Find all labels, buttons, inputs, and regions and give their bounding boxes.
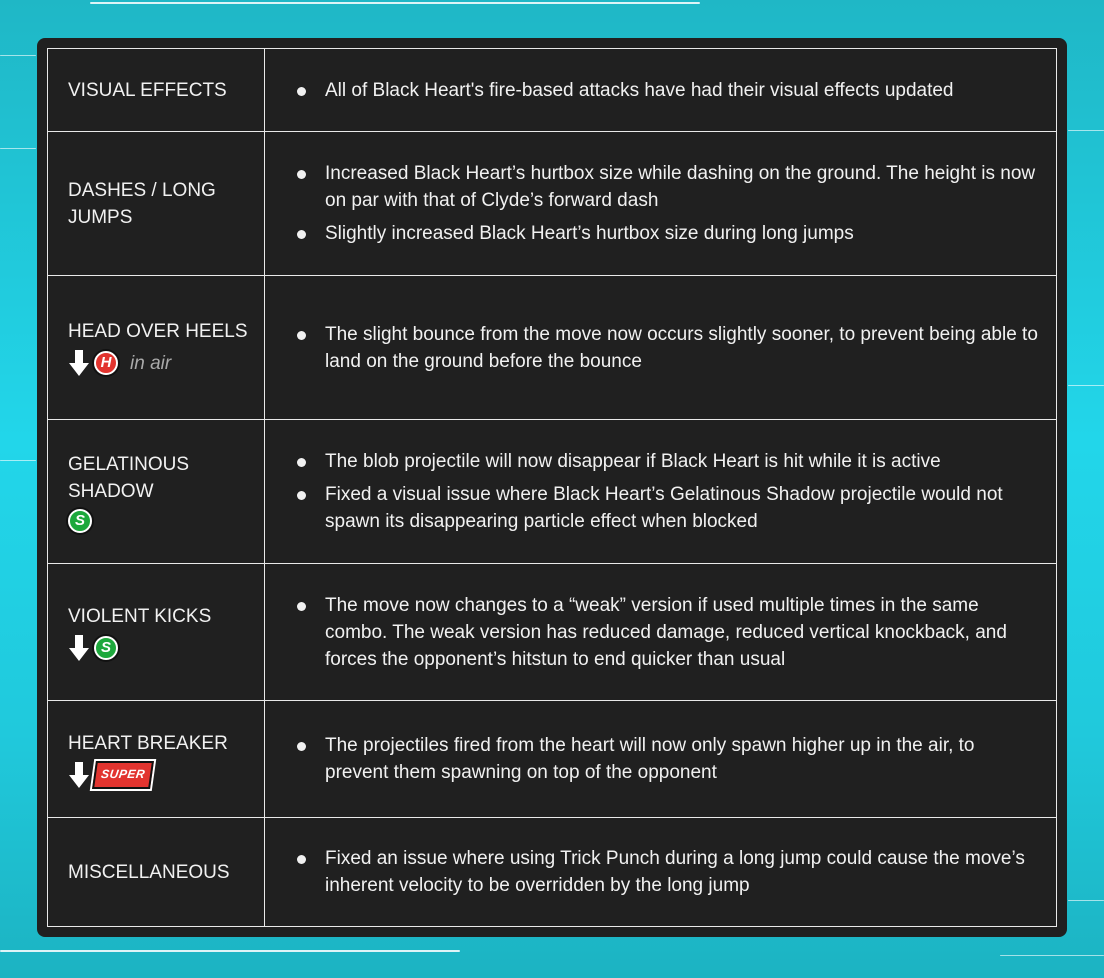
move-name: VISUAL EFFECTS [68,79,227,101]
table-row [48,132,1057,276]
table-row [48,818,1057,927]
move-name: DASHES / LONG JUMPS [68,179,216,228]
change-list [295,845,1038,899]
list-item: The blob projectile will now disappear if Black Heart is hit while it is active [295,448,1038,475]
list-item: Increased Black Heart’s hurtbox size while dashing on the ground. The height is now on par with that of Clyde’s forward dash [295,160,1038,214]
move-cell [48,701,265,818]
move-cell [48,276,265,420]
table-row [48,701,1057,818]
table-row [48,420,1057,564]
list-item: All of Black Heart's fire-based attacks have had their visual effects updated [295,77,1038,104]
table-row [48,49,1057,132]
change-list [295,732,1038,786]
list-item: Fixed an issue where using Trick Punch during a long jump could cause the move’s inherent velocity to be overridden by the long jump [295,845,1038,899]
background-streak [0,55,36,56]
background-streak [0,460,36,461]
move-input [68,634,254,662]
changes-cell [265,420,1057,564]
changes-cell [265,818,1057,927]
change-list [295,321,1038,375]
move-cell [48,49,265,132]
move-name: MISCELLANEOUS [68,861,230,883]
change-list [295,592,1038,673]
super-badge-icon: SUPER [92,761,154,789]
move-name: HEART BREAKER [68,732,228,754]
background-streak [0,148,36,149]
s-button-icon: S [68,509,92,533]
change-list [295,448,1038,535]
change-list [295,77,1038,104]
list-item: Fixed a visual issue where Black Heart’s Gelatinous Shadow projectile would not spawn its disappearing particle effect when blocked [295,481,1038,535]
background-streak [0,950,460,952]
background-streak [1068,130,1104,131]
patch-notes-card [37,38,1067,937]
table-row [48,564,1057,701]
changes-cell [265,49,1057,132]
move-cell [48,132,265,276]
move-name: GELATINOUS SHADOW [68,453,190,502]
changes-cell [265,276,1057,420]
list-item: The projectiles fired from the heart will now only spawn higher up in the air, to prevent them spawning on top of the opponent [295,732,1038,786]
background-streak [1068,900,1104,901]
move-cell [48,818,265,927]
arrow-down-icon [68,349,90,377]
arrow-down-icon [68,761,90,789]
move-input [68,509,254,533]
changes-cell [265,701,1057,818]
patch-notes-table [47,48,1057,927]
changes-cell [265,564,1057,701]
move-input [68,349,254,377]
move-input [68,761,254,789]
background-streak [1068,385,1104,386]
table-row [48,276,1057,420]
changes-cell [265,132,1057,276]
list-item: The slight bounce from the move now occurs slightly sooner, to prevent being able to land on the ground before the bounce [295,321,1038,375]
background-streak [1000,955,1104,956]
list-item: The move now changes to a “weak” version if used multiple times in the same combo. The weak version has reduced damage, reduced vertical knockback, and forces the opponent’s hitstun to end quicker than usual [295,592,1038,673]
input-note: in air [130,352,172,374]
background-streak [90,2,700,4]
list-item: Slightly increased Black Heart’s hurtbox size during long jumps [295,220,1038,247]
s-button-icon: S [94,636,118,660]
move-cell [48,564,265,701]
move-cell [48,420,265,564]
arrow-down-icon [68,634,90,662]
move-name: VIOLENT KICKS [68,605,212,627]
h-button-icon: H [94,351,118,375]
change-list [295,160,1038,247]
move-name: HEAD OVER HEELS [68,321,248,342]
